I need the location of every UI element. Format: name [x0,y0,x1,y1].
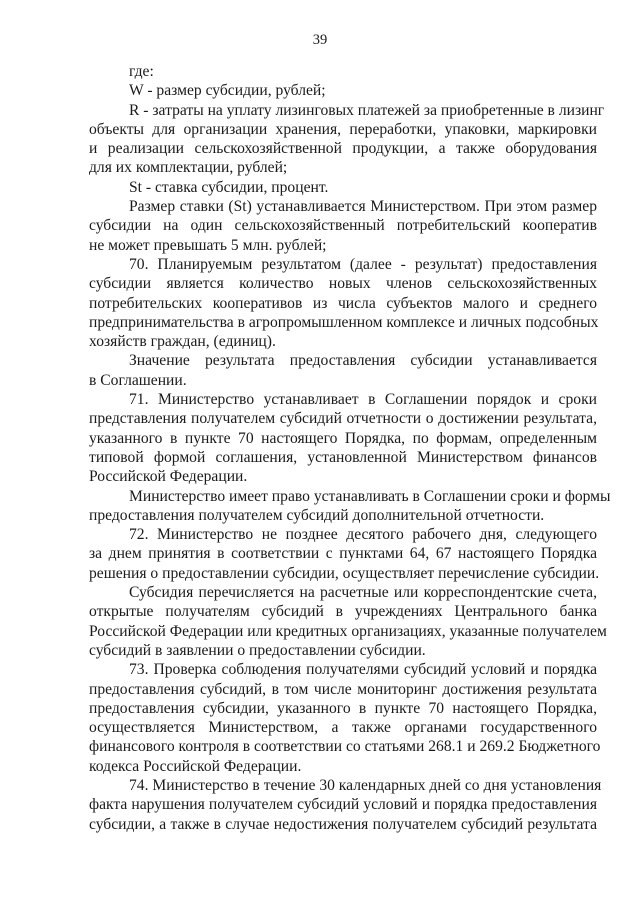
text-line: 73. Проверка соблюдения получателями субсидий условий и порядка [129,661,597,679]
text-line: предоставления субсидий, в том числе мониторинг достижения результата [89,680,597,698]
text-line: открытые получателям субсидий в учреждениях Центрального банка [89,603,597,621]
text-line: типовой формой соглашения, установленной Министерством финансов [89,448,597,466]
document-body [89,62,611,834]
text-line: субсидии, а также в случае недостижения получателем субсидий результата [89,815,597,833]
text-line: субсидии является количество новых членов сельскохозяйственных [89,275,597,293]
text-line: субсидии на один сельскохозяйственный потребительский кооператив [89,217,597,235]
text-line: где: [129,63,154,80]
text-line: потребительских кооперативов из числа субъектов малого и среднего [89,294,597,312]
text-line: представления получателем субсидий отчетности о достижении результата, [89,410,597,428]
text-line: в Соглашении. [89,371,187,389]
text-line: Российской Федерации или кредитных организациях, указанные получателем [89,622,607,640]
text-line: осуществляется Министерством, а также органами государственного [89,719,597,737]
text-line: предпринимательства в агропромышленном комплексе и личных подсобных [89,313,599,331]
text-line: 71. Министерство устанавливает в Соглашении порядок и сроки [129,391,597,409]
text-line: 72. Министерство не позднее десятого рабочего дня, следующего [129,526,597,544]
text-line: для их комплектации, рублей; [89,159,288,177]
text-line: кодекса Российской Федерации. [89,757,302,775]
text-line: и реализации сельскохозяйственной продукции, а также оборудования [89,140,597,158]
text-line: не может превышать 5 млн. рублей; [89,236,327,254]
text-line: 70. Планируемым результатом (далее - результат) предоставления [129,255,597,273]
text-line: Российской Федерации. [89,468,248,486]
text-line: St - ставка субсидии, процент. [129,178,329,196]
text-line: Размер ставки (St) устанавливается Министерством. При этом размер [129,198,597,216]
text-line: хозяйств граждан, (единиц). [89,333,276,351]
text-line: 74. Министерство в течение 30 календарных дней со дня установления [129,776,602,794]
text-line: финансового контроля в соответствии со статьями 268.1 и 269.2 Бюджетного [89,738,601,756]
text-line: субсидий в заявлении о предоставлении субсидии. [89,641,426,659]
text-line: факта нарушения получателем субсидий условий и порядка предоставления [89,796,597,814]
text-line: R - затраты на уплату лизинговых платежей за приобретенные в лизинг [129,101,605,119]
text-line: Значение результата предоставления субсидии устанавливается [129,352,597,370]
text-line: Министерство имеет право устанавливать в Соглашении сроки и формы [129,487,611,505]
text-line: предоставления субсидии, указанного в пункте 70 настоящего Порядка, [89,699,597,717]
text-line: объекты для организации хранения, переработки, упаковки, маркировки [89,120,597,138]
text-line: решения о предоставлении субсидии, осуществляет перечисление субсидии. [89,564,600,582]
text-line: Субсидия перечисляется на расчетные или корреспондентские счета, [129,584,597,602]
text-line: W - размер субсидии, рублей; [129,82,326,100]
text-line: указанного в пункте 70 настоящего Порядка, по формам, определенным [89,429,597,447]
text-line: предоставления получателем субсидий дополнительной отчетности. [89,506,545,524]
text-line: за днем принятия в соответствии с пунктами 64, 67 настоящего Порядка [89,545,597,563]
page-number: 39 [312,32,328,48]
